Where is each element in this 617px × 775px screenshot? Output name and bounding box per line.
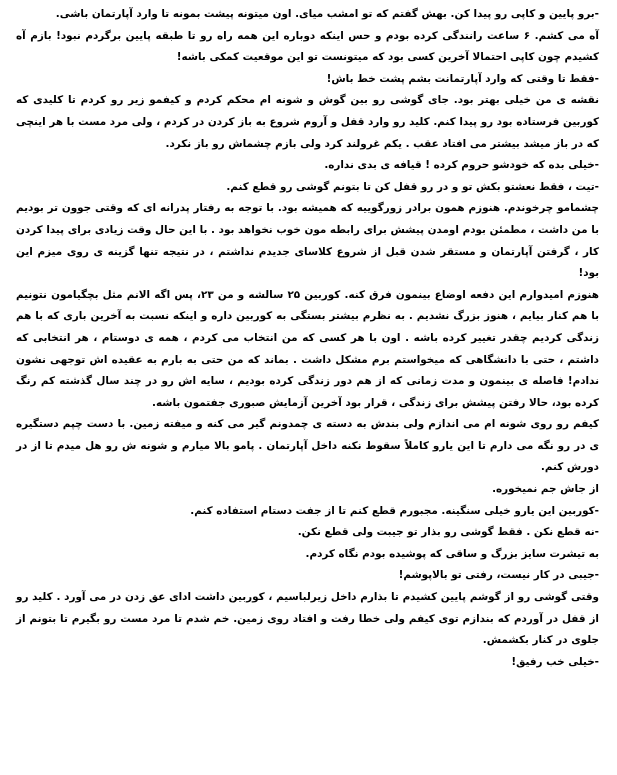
paragraph: از جاش جم نمیخوره. xyxy=(492,483,599,496)
paragraph: -تیت ، فقط نعشتو بکش تو و در رو قفل کن تا بتونم گوشی رو قطع کنم. xyxy=(226,180,599,193)
paragraph: نقشه ی من خیلی بهتر بود. جای گوشی رو بین گوش و شونه ام محکم کردم و کیفمو زیر رو کردم تا کلیدی که کوربین فرستاده بود رو پیدا کنم. کلید رو وارد قفل و آروم شروع به باز کردن در کردم ، ولی مرد مست با هر اینچی که در باز میشد بیشتر می افتاد عقب . یکم غرولند کرد ولی بازم چشماش رو باز نکرد. xyxy=(16,94,599,150)
paragraph: کیفم رو روی شونه ام می اندازم ولی بندش به دسته ی چمدونم گیر می کنه و میفته زمین. با دست چپم دستگیره ی در رو نگه می دارم تا این یارو کاملاً سقوط نکنه داخل آپارتمان . پامو بالا میارم و شونه ش رو هل میدم تا از در دورش کنم. xyxy=(16,418,599,474)
paragraph: آه می کشم. ۶ ساعت رانندگی کرده بودم و حس اینکه دوباره این همه راه رو تا طبقه پایین برگردم نبود! بازم آه کشیدم چون کاپی احتمالا آخرین کسی بود که میتونست تو این موقعیت کمکی باشه! xyxy=(16,29,599,64)
paragraph: -نه قطع نکن . فقط گوشی رو بذار تو جیبت ولی قطع نکن. xyxy=(297,526,599,539)
paragraph: به تیشرت سایز بزرگ و ساقی که پوشیده بودم نگاه کردم. xyxy=(305,547,599,560)
paragraph: -کوربین این یارو خیلی سنگینه. مجبورم قطع کنم تا از جفت دستام استفاده کنم. xyxy=(190,504,599,517)
paragraph: -خیلی بده که خودشو حروم کرده ! قیافه ی بدی نداره. xyxy=(324,159,599,172)
paragraph: -خیلی خب رفیق! xyxy=(511,655,599,668)
paragraph: هنوزم امیدوارم این دفعه اوضاع بینمون فرق کنه. کوربین ۲۵ سالشه و من ۲۳، پس اگه الانم مثل بچگیامون نتونیم با هم کنار بیایم ، هنوز بزرگ نشدیم . به نظرم بیشتر بستگی به کوربین داره و اینکه نسبت به آخرین باری که با هم زندگی کردیم چقدر تغییر کرده باشه . اون با هر کسی که من انتخاب می کردم ، همه ی دوستام ، هر انتخابی که داشتم ، حتی با دانشگاهی که میخواستم برم مشکل داشت . بماند که من حتی به بارم به عقیده اش توجهی نشون ندادم! فاصله ی بینمون و مدت زمانی که از هم دور زندگی کرده بودیم ، سایه اش رو در چند سال گذشته کم رنگ کرده بود، حالا رفتن پیشش برای زندگی ، قرار بود آخرین آزمایش صبوری جفتمون باشه. xyxy=(16,288,599,409)
paragraph: وقتی گوشی رو از گوشم پایین کشیدم تا بذارم داخل زیرلباسیم ، کوربین داشت ادای عق زدن در می آورد . کلید رو از قفل در آوردم که بندازم توی کیفم ولی خطا رفت و افتاد روی زمین. خم شدم تا مرد مست رو بگیرم تا بتونم از جلوی در کنار بکشمش. xyxy=(16,591,599,647)
paragraph: چشمامو چرخوندم. هنوزم همون برادر زورگوییه که همیشه بود. با توجه به رفتار پدرانه ای که وقتی جوون تر بودیم با من داشت ، مطمئن بودم اومدن پیشش برای رابطه مون خوب نخواهد بود . با این حال وقت زیادی برای پیدا کردن کار ، گرفتن آپارتمان و مستقر شدن قبل از شروع کلاسای جدیدم نداشتم ، در نتیجه تنها گزینه ی روی میزم این بود! xyxy=(16,202,599,280)
paragraph: -جیبی در کار نیست، رفتی تو بالاپوشم! xyxy=(398,569,599,582)
paragraph: -فقط تا وقتی که وارد آپارتمانت بشم پشت خط باش! xyxy=(326,72,599,85)
paragraph: -برو پایین و کاپی رو پیدا کن. بهش گفتم که تو امشب میای. اون میتونه پیشت بمونه تا وارد آپارتمان باشی. xyxy=(55,8,599,20)
